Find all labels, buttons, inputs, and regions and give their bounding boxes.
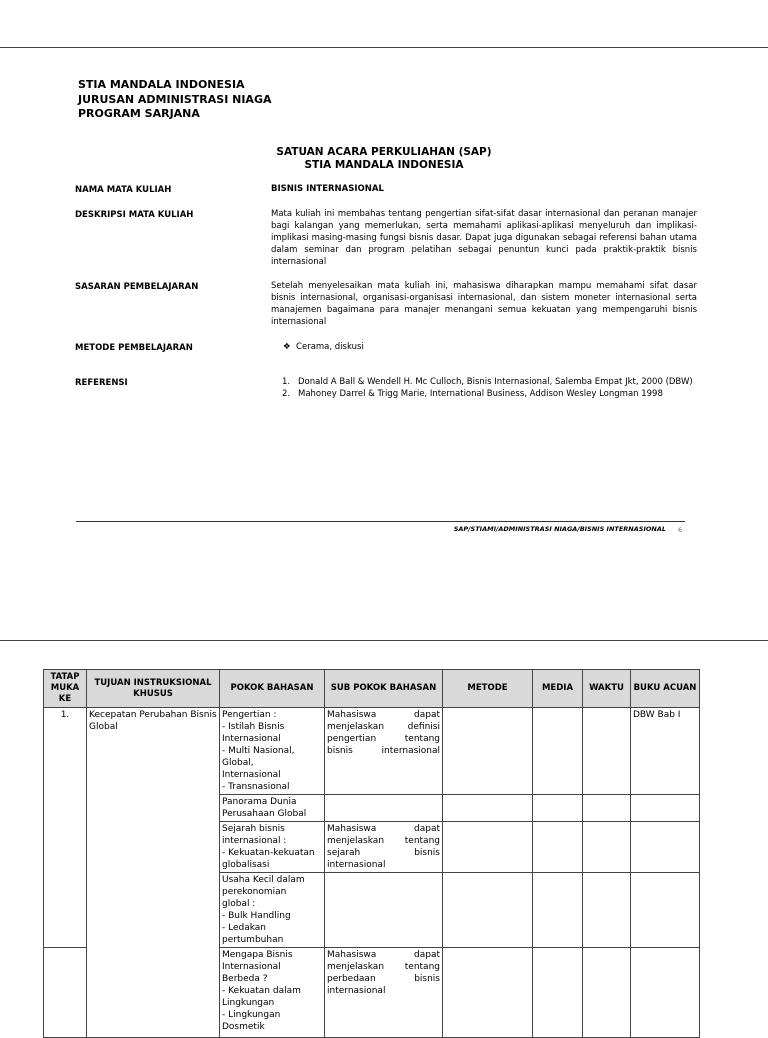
referensi-item — [282, 376, 700, 388]
th-buku-acuan: BUKU ACUAN — [631, 670, 700, 708]
sasaran-value: Setelah menyelesaikan mata kuliah ini, mahasiswa diharapkan mampu memahami sifat dasar bisnis internasional, organisasi-organisasi internasional, dan sistem moneter internasional serta manajemen bagaimana para manajer menangani semua kekuatan yang mempengaruhi bisnis internasional — [271, 281, 697, 327]
referensi-text: Donald A Ball & Wendell H. Mc Culloch, Bisnis Internasional, Salemba Empat Jkt, 2000 (DBW) — [298, 377, 693, 387]
referensi-number: 1. — [282, 377, 291, 387]
table-header-row — [44, 670, 700, 708]
page-top-rule — [0, 47, 768, 48]
page-number: 6 — [678, 526, 683, 534]
sap-table — [43, 669, 700, 1038]
cell-waktu — [583, 873, 631, 948]
diamond-bullet-icon: ❖ — [283, 342, 291, 352]
cell-pokok: Sejarah bisnis internasional : - Kekuatan-kekuatan globalisasi — [220, 822, 325, 873]
cell-buku — [631, 795, 700, 822]
cell-metode — [443, 822, 533, 873]
sasaran-label: SASARAN PEMBELAJARAN — [75, 282, 199, 292]
footer-rule — [76, 521, 685, 522]
cell-buku: DBW Bab I — [631, 708, 700, 795]
referensi-label: REFERENSI — [75, 378, 128, 388]
cell-sub: Mahasiswa dapat menjelaskan definisi pengertian tentang bisnis internasional — [325, 708, 443, 795]
cell-media — [533, 795, 583, 822]
cell-media — [533, 822, 583, 873]
th-media: MEDIA — [533, 670, 583, 708]
th-tujuan: TUJUAN INSTRUKSIONAL KHUSUS — [87, 670, 220, 708]
th-pokok-bahasan: POKOK BAHASAN — [220, 670, 325, 708]
metode-label: METODE PEMBELAJARAN — [75, 343, 193, 353]
cell-sub — [325, 795, 443, 822]
document-title — [0, 146, 768, 172]
cell-sub: Mahasiswa dapat menjelaskan tentang sejarah bisnis internasional — [325, 822, 443, 873]
cell-waktu — [583, 948, 631, 1038]
institution-block — [78, 78, 272, 122]
cell-pokok: Usaha Kecil dalam perekonomian global : - Bulk Handling - Ledakan pertumbuhan — [220, 873, 325, 948]
cell-media — [533, 708, 583, 795]
cell-sub: Mahasiswa dapat menjelaskan tentang perbedaan bisnis internasional — [325, 948, 443, 1038]
org-line-2: JURUSAN ADMINISTRASI NIAGA — [78, 92, 272, 106]
cell-metode — [443, 948, 533, 1038]
cell-pokok: Pengertian : - Istilah Bisnis Internasional - Multi Nasional, Global, Internasional - Transnasional — [220, 708, 325, 795]
deskripsi-value: Mata kuliah ini membahas tentang pengertian sifat-sifat dasar internasional dan peranan manajer bagi kalangan yang memerlukan, serta memahami aplikasi-aplikasi menyeluruh dan implikasi-implikasi masing-masing fungsi bisnis dasar. Dapat juga digunakan sebagai referensi bahan utama dalam seminar dan program pelatihan sebagai penuntun kunci pada praktik-praktik bisnis internasional — [271, 209, 697, 267]
nama-value: BISNIS INTERNASIONAL — [271, 184, 384, 194]
cell-buku — [631, 822, 700, 873]
title-line-2: STIA MANDALA INDONESIA — [304, 159, 464, 171]
th-tatap-muka: TATAP MUKA KE — [44, 670, 87, 708]
cell-tujuan: Kecepatan Perubahan Bisnis Global — [87, 708, 220, 1038]
cell-waktu — [583, 708, 631, 795]
referensi-number: 2. — [282, 389, 291, 399]
cell-media — [533, 873, 583, 948]
cell-metode — [443, 795, 533, 822]
th-waktu: WAKTU — [583, 670, 631, 708]
page-separator — [0, 640, 768, 641]
org-line-1: STIA MANDALA INDONESIA — [78, 78, 245, 91]
referensi-item — [282, 388, 700, 400]
cell-metode — [443, 708, 533, 795]
footer-text: SAP/STIAMI/ADMINISTRASI NIAGA/BISNIS INTERNASIONAL — [453, 525, 666, 533]
cell-buku — [631, 948, 700, 1038]
org-line-3: PROGRAM SARJANA — [78, 107, 200, 120]
cell-tatap: 1. — [44, 708, 87, 948]
title-line-1: SATUAN ACARA PERKULIAHAN (SAP) — [276, 146, 492, 158]
cell-tatap — [44, 948, 87, 1038]
cell-metode — [443, 873, 533, 948]
referensi-text: Mahoney Darrel & Trigg Marie, International Business, Addison Wesley Longman 1998 — [298, 389, 663, 399]
cell-pokok: Panorama Dunia Perusahaan Global — [220, 795, 325, 822]
cell-waktu — [583, 795, 631, 822]
th-sub-pokok-bahasan: SUB POKOK BAHASAN — [325, 670, 443, 708]
metode-item — [283, 341, 364, 353]
metode-value: Cerama, diskusi — [296, 342, 364, 352]
table-row — [44, 708, 700, 795]
referensi-list — [282, 376, 700, 400]
cell-waktu — [583, 822, 631, 873]
cell-pokok: Mengapa Bisnis Internasional Berbeda ? - Kekuatan dalam Lingkungan - Lingkungan Dosmetik — [220, 948, 325, 1038]
cell-sub — [325, 873, 443, 948]
th-metode: METODE — [443, 670, 533, 708]
deskripsi-label: DESKRIPSI MATA KULIAH — [75, 210, 194, 220]
cell-media — [533, 948, 583, 1038]
cell-buku — [631, 873, 700, 948]
nama-label: NAMA MATA KULIAH — [75, 185, 172, 195]
